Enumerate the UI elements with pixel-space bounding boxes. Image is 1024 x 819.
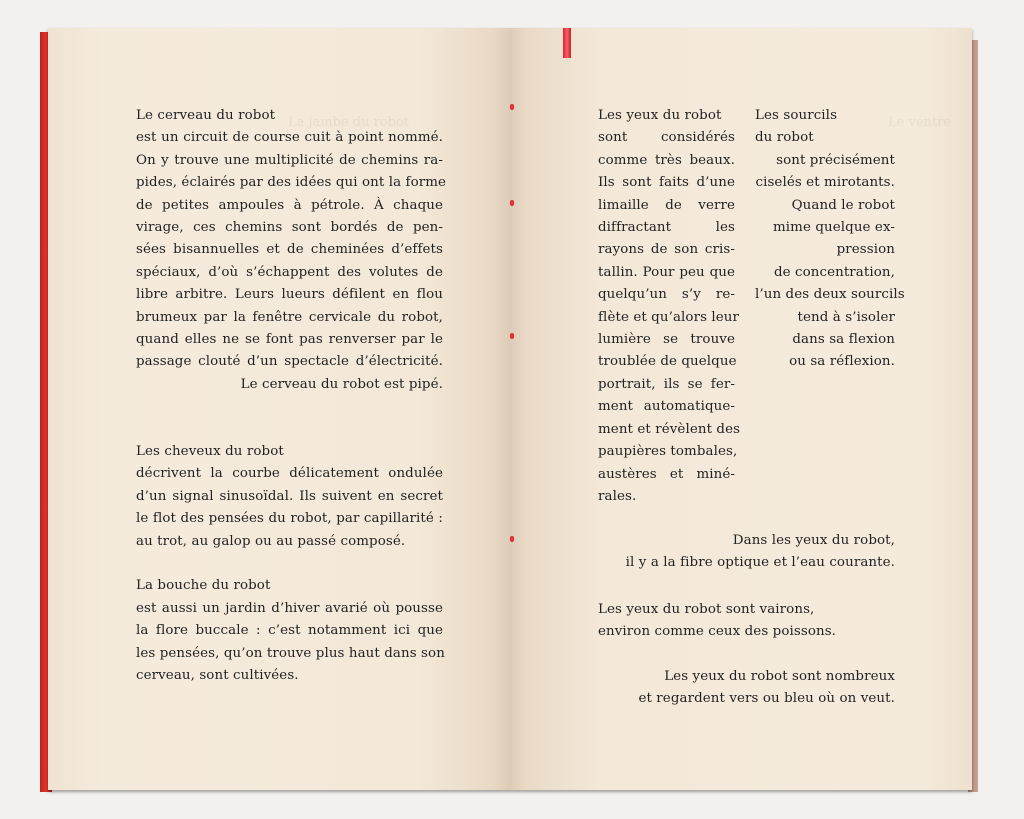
show-through: La jambe du robot (288, 115, 410, 130)
vairons-passage (598, 599, 895, 644)
eyes-line: austères et miné- (598, 466, 735, 482)
eyes-line: ment automatique- (598, 399, 735, 415)
eyes-line: troublée de quelque (598, 354, 737, 370)
eyebrows-line: dans sa flexion (792, 332, 895, 348)
binding-thread (510, 104, 514, 110)
eyebrows-column (755, 105, 905, 374)
brain-title: Le cerveau du robot (136, 108, 276, 123)
brain-line: brumeux par la fenêtre cervicale du robot, (136, 309, 443, 325)
eyes-line: tallin. Pour peu que (598, 264, 735, 280)
eyes-line: lumière se trouve (598, 332, 735, 348)
eyes-line: sont considérés (598, 130, 735, 146)
mouth-line: cerveau, sont cultivées. (136, 668, 299, 684)
eyebrows-line: Les sourcils (755, 108, 838, 123)
eyes-line: Les yeux du robot (598, 108, 722, 123)
eyes-column (598, 105, 741, 508)
numerous-passage (598, 666, 895, 711)
mouth-title: La bouche du robot (136, 578, 271, 594)
brain-closing: Le cerveau du robot est pipé. (240, 376, 443, 392)
eyes-line: ment et révèlent des (598, 421, 741, 437)
eyes-line: comme très beaux. (598, 152, 735, 168)
eyebrows-line: du robot (755, 130, 814, 146)
brain-line: de petites ampoules à pétrole. À chaque (136, 197, 443, 213)
show-through: Le ventre (888, 115, 952, 130)
eyebrows-line: sont précisément (776, 152, 895, 168)
eyebrows-line: l’un des deux sourcils (755, 287, 905, 303)
brain-line: sées bisannuelles et de cheminées d’effets (136, 242, 443, 258)
hair-line: décrivent la courbe délicatement ondulée (136, 466, 443, 482)
eyes-line: diffractant les (598, 220, 735, 236)
brain-line: On y trouve une multiplicité de chemins ra- (136, 152, 443, 168)
mouth-line: la flore buccale : c’est notamment ici que (136, 623, 443, 639)
hair-line: d’un signal sinusoïdal. Ils suivent en secret (136, 488, 443, 504)
brain-line: quand elles ne se font pas renverser par le (136, 332, 443, 348)
brain-line: est un circuit de course cuit à point nommé. (136, 130, 443, 146)
eyebrows-line: Quand le robot (791, 197, 895, 213)
eyes-line: portrait, ils se fer- (598, 376, 735, 392)
eyes-line: rales. (598, 488, 637, 504)
eyes-line: rayons de son cris- (598, 242, 735, 258)
numerous-line: et regardent vers ou bleu où on veut. (638, 691, 895, 707)
binding-thread (510, 200, 514, 206)
mouth-line: est aussi un jardin d’hiver avarié où pousse (136, 600, 443, 616)
eyes-line: limaille de verre (598, 197, 735, 213)
numerous-line: Les yeux du robot sont nombreux (664, 669, 895, 684)
eyebrows-line: mime quelque ex- (772, 220, 895, 236)
eyes-line: paupières tombales, (598, 444, 738, 460)
brain-line: virage, ces chemins sont bordés de pen- (136, 220, 443, 236)
eyebrows-line: de concentration, (773, 264, 895, 280)
fiber-line: Dans les yeux du robot, (732, 533, 895, 548)
eyes-line: flète et qu’alors leur (598, 309, 740, 325)
eyebrows-line: pression (836, 242, 895, 258)
vairons-line: environ comme ceux des poissons. (598, 624, 837, 640)
hair-title: Les cheveux du robot (136, 444, 284, 460)
binding-thread (510, 333, 514, 339)
eyebrows-line: ou sa réflexion. (789, 354, 895, 370)
left-page-text (136, 105, 447, 688)
vairons-line: Les yeux du robot sont vairons, (598, 602, 815, 617)
eyebrows-line: tend à s’isoler (797, 309, 895, 325)
eyes-line: Ils sont faits d’une (598, 175, 735, 191)
brain-line: pides, éclairés par des idées qui ont la forme (136, 175, 447, 191)
binding-thread (510, 536, 514, 542)
hair-line: le flot des pensées du robot, par capillarité : (136, 511, 443, 527)
bookmark-ribbon (563, 28, 571, 58)
brain-line: libre arbitre. Leurs lueurs défilent en flou (136, 287, 443, 303)
hair-line: au trot, au galop ou au passé composé. (136, 533, 406, 549)
brain-line: spéciaux, d’où s’échappent des volutes de (136, 264, 443, 280)
eyes-line: quelqu’un s’y re- (598, 287, 735, 303)
mouth-line: les pensées, qu’on trouve plus haut dans son (136, 645, 445, 661)
fiber-passage (598, 530, 895, 575)
brain-line: passage clouté d’un spectacle d’électricité. (136, 354, 443, 370)
fiber-line: il y a la fibre optique et l’eau courante. (625, 555, 895, 571)
eyebrows-line: ciselés et mirotants. (755, 175, 895, 191)
